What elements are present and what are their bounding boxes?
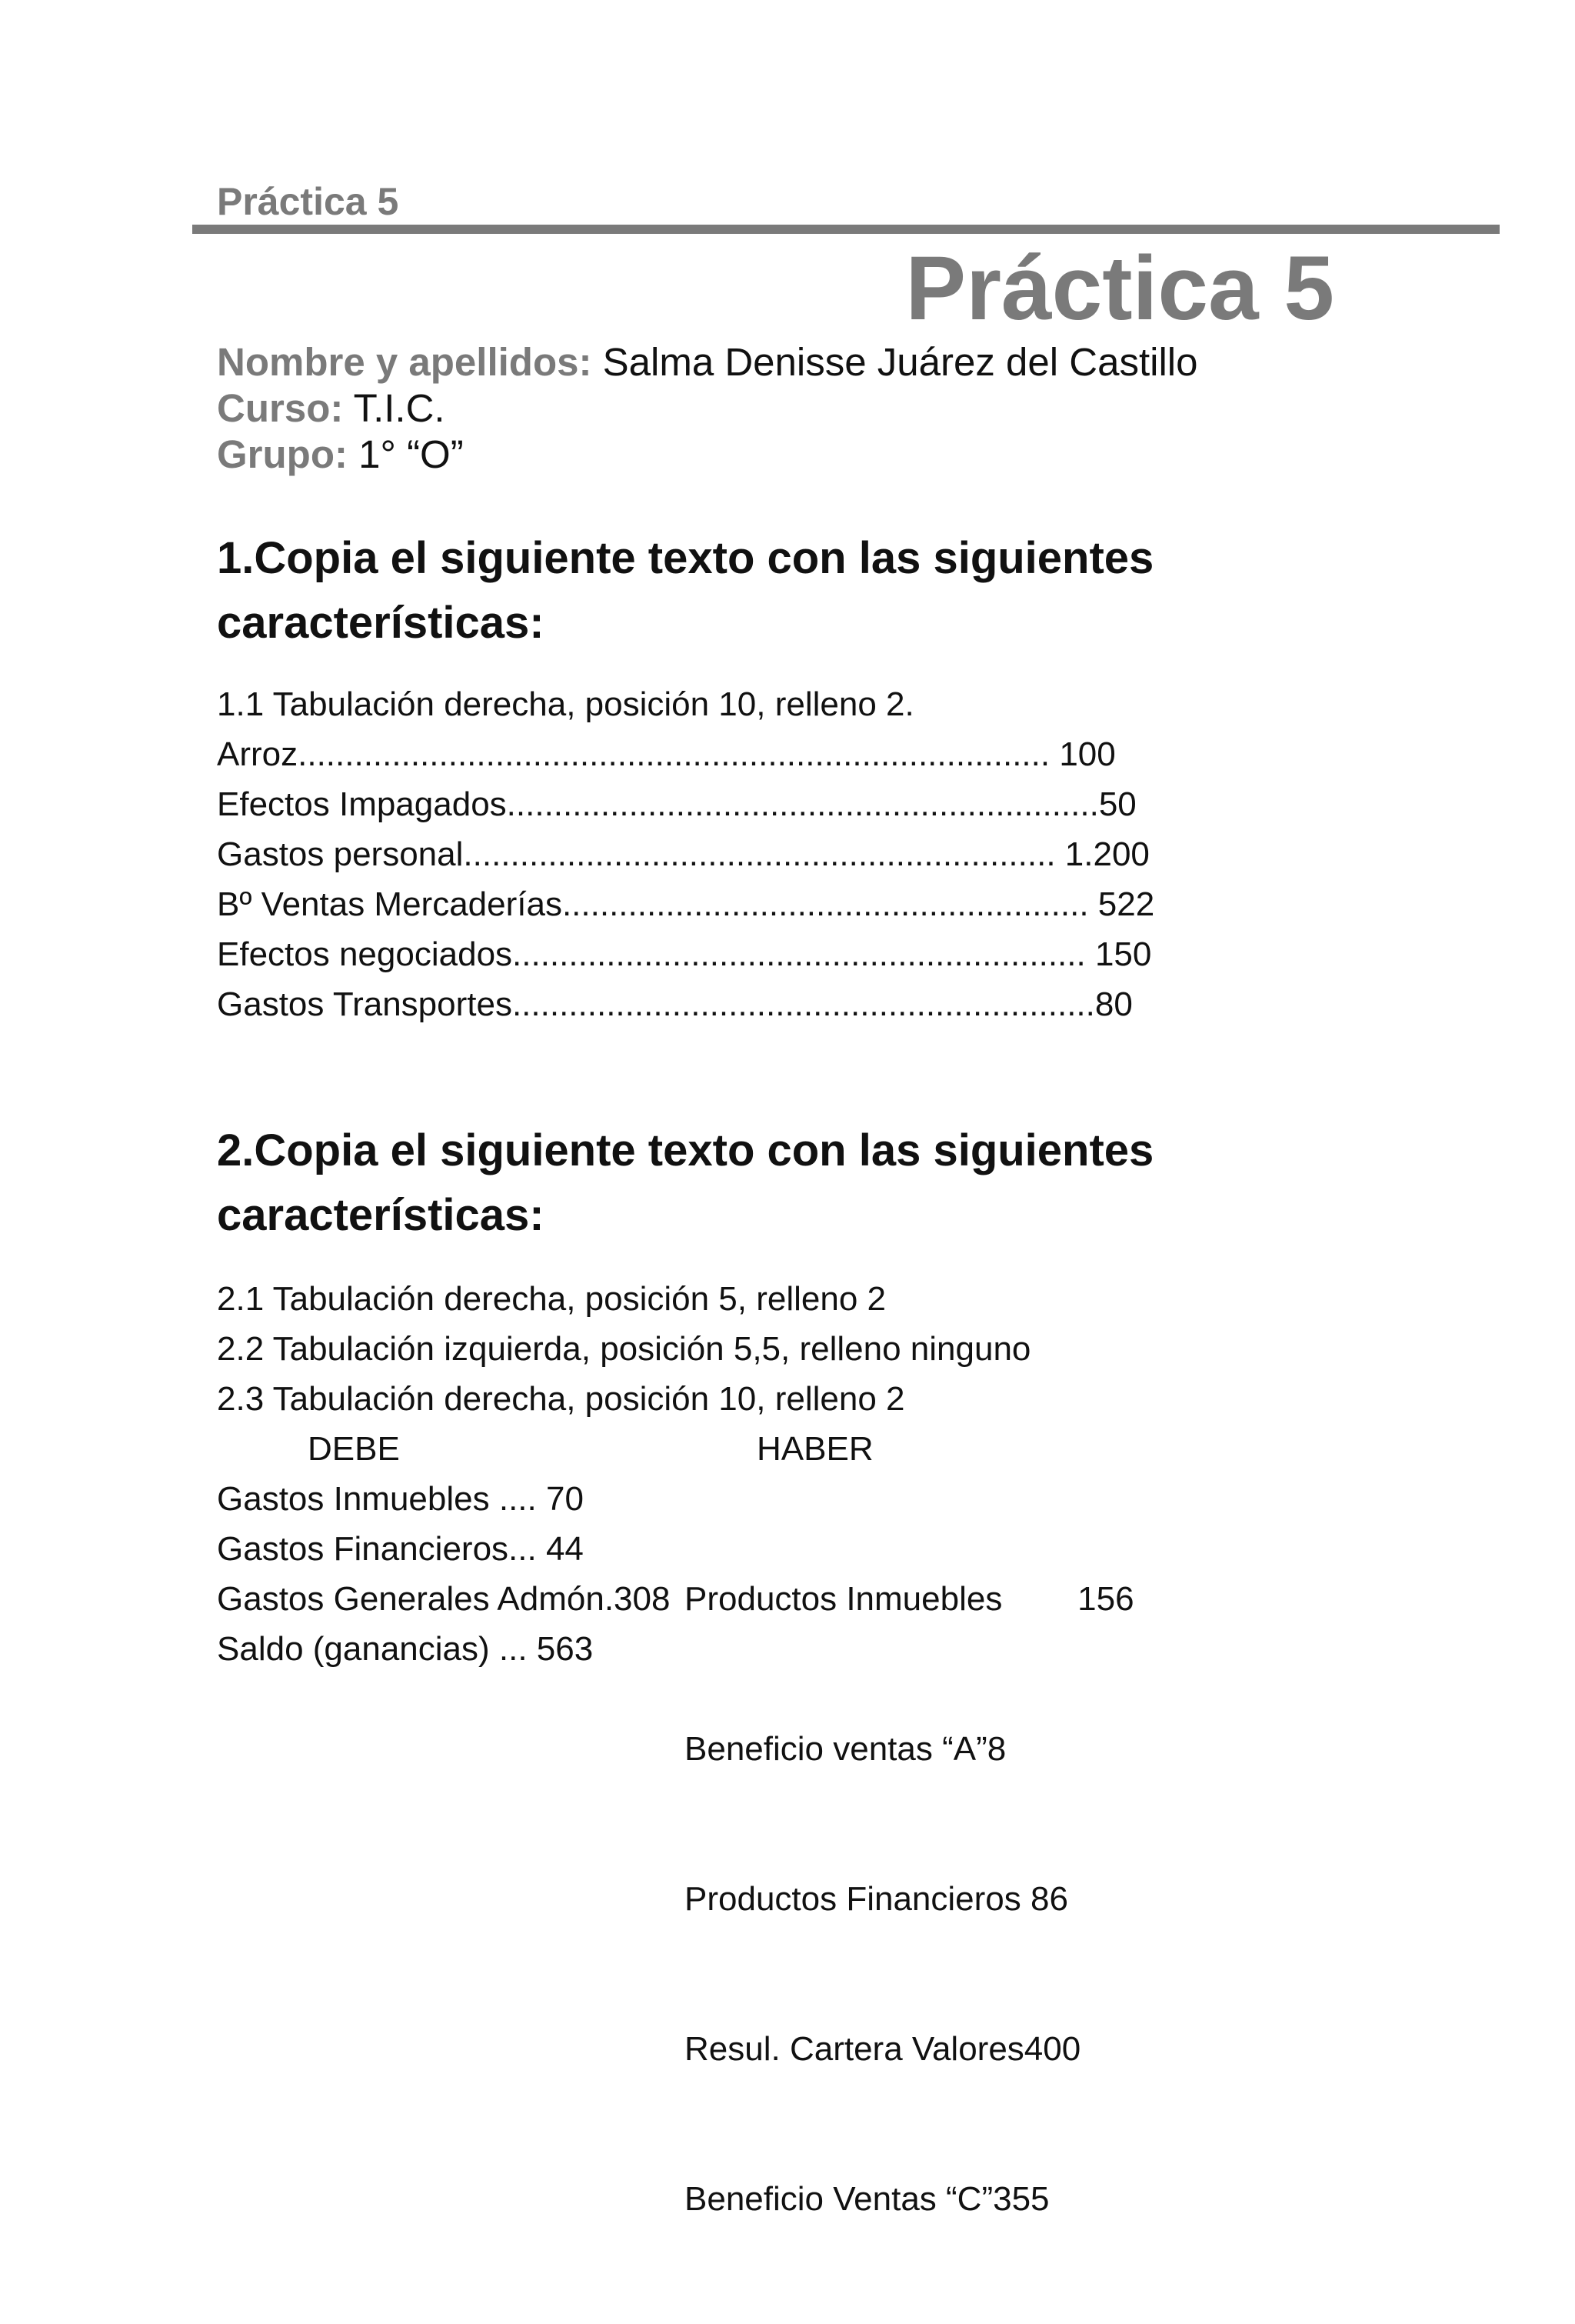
meta-course-line: [217, 385, 445, 432]
section1-tab-list: [217, 729, 1154, 1029]
name-value: Salma Denisse Juárez del Castillo: [602, 340, 1198, 384]
haber-header: HABER: [757, 1430, 874, 1468]
group-label: Grupo:: [217, 432, 348, 476]
section2-heading-line2: características:: [217, 1190, 544, 1240]
tab-list-item: Efectos Impagados...............................................................50: [217, 785, 1137, 823]
tab-list-item: Arroz................................................................................ 100: [217, 735, 1116, 773]
tab-list-item: Gastos Transportes..............................................................80: [217, 985, 1133, 1023]
debe-item: Gastos Inmuebles .... 70: [217, 1480, 584, 1518]
tab-list-item: Gastos personal............................................................... 1.200: [217, 835, 1150, 873]
section1-instruction: 1.1 Tabulación derecha, posición 10, relleno 2.: [217, 685, 914, 723]
debe-item: Gastos Generales Admón.308: [217, 1580, 671, 1618]
running-header-title: Práctica 5: [217, 180, 399, 223]
course-label: Curso:: [217, 386, 344, 430]
haber-item: Beneficio Ventas “C”355: [684, 2180, 1050, 2218]
tab-list-item: Bº Ventas Mercaderías........................................................ 522: [217, 885, 1155, 923]
debe-item: Saldo (ganancias) ... 563: [217, 1630, 594, 1668]
meta-group-line: [217, 432, 464, 478]
haber-column: [684, 1474, 1134, 2324]
haber-item: Beneficio ventas “A”8: [684, 1730, 1007, 1768]
debe-item: Gastos Financieros... 44: [217, 1530, 584, 1568]
section2-instruction: 2.1 Tabulación derecha, posición 5, relleno 2: [217, 1280, 887, 1318]
section2-heading: [217, 1119, 1370, 1248]
meta-name-line: [217, 339, 1197, 385]
haber-item: Productos Inmuebles 156: [684, 1580, 1134, 1618]
name-label: Nombre y apellidos:: [217, 340, 592, 384]
section1-heading-line1: 1.Copia el siguiente texto con las siguientes: [217, 533, 1154, 583]
group-value: 1° “O”: [358, 432, 464, 476]
tab-list-item: Efectos negociados............................................................. 150: [217, 935, 1152, 973]
course-value: T.I.C.: [353, 386, 445, 430]
section1-heading: [217, 526, 1370, 655]
debe-header: DEBE: [308, 1430, 400, 1468]
section2-instruction: 2.3 Tabulación derecha, posición 10, relleno 2: [217, 1380, 905, 1418]
haber-item: Resul. Cartera Valores400: [684, 2030, 1081, 2068]
section2-instructions: [217, 1274, 1031, 1424]
section2-heading-line1: 2.Copia el siguiente texto con las siguientes: [217, 1125, 1154, 1175]
page-title: Práctica 5: [905, 238, 1334, 339]
debe-column: [217, 1474, 670, 1674]
haber-item: Productos Financieros 86: [684, 1880, 1068, 1918]
section2-instruction: 2.2 Tabulación izquierda, posición 5,5, relleno ninguno: [217, 1330, 1031, 1368]
section1-heading-line2: características:: [217, 598, 544, 648]
header-rule: [192, 225, 1500, 234]
